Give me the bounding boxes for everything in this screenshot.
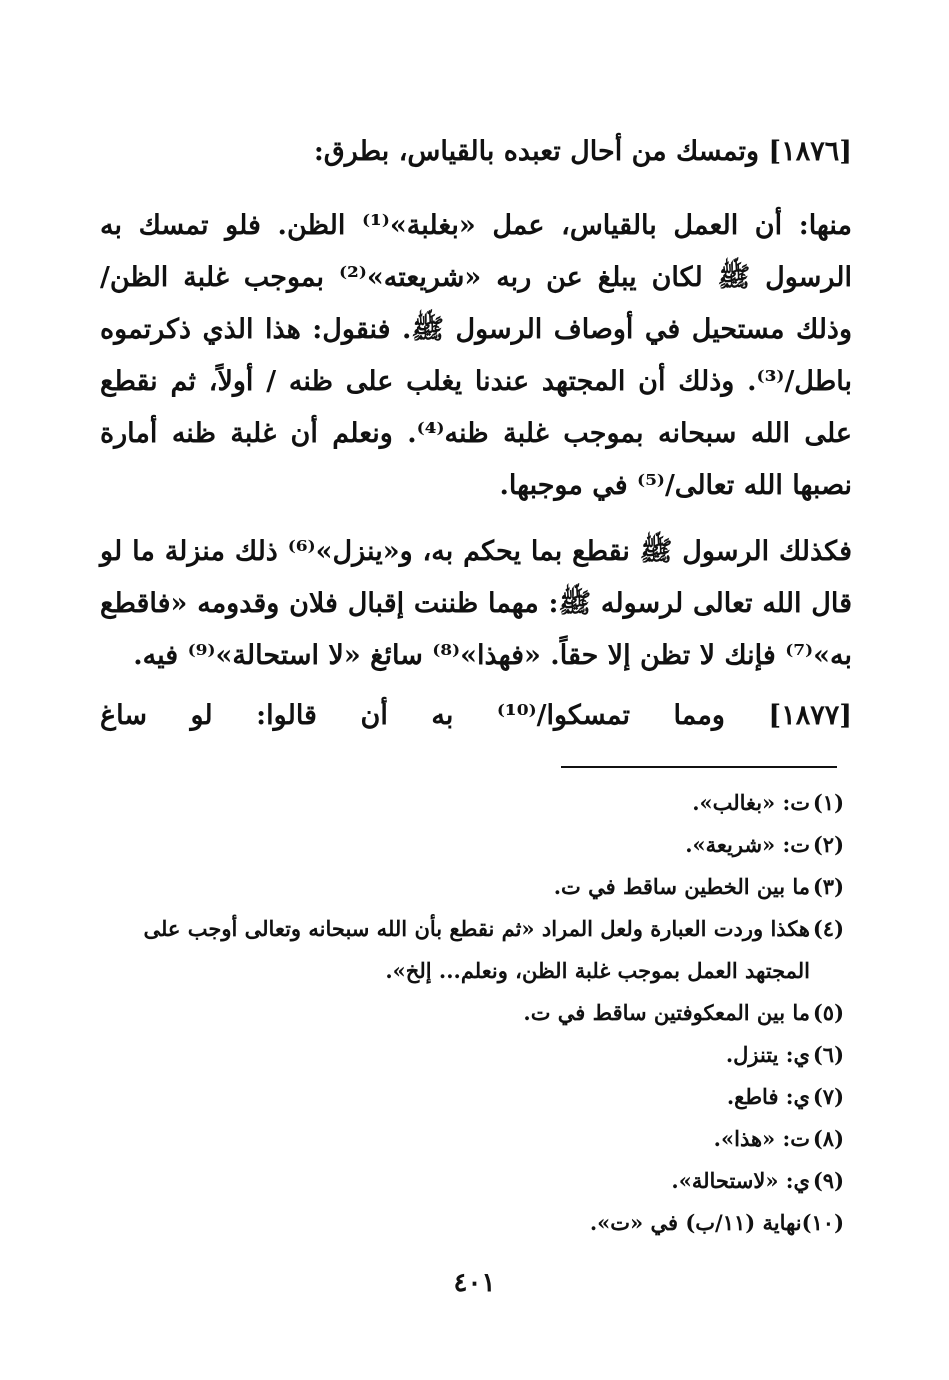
continuation-line: [١٨٧٧] ومما تمسكوا/⁽¹⁰⁾ به أن قالوا: لو ساغ [100, 700, 852, 731]
footnote-item [96, 1034, 844, 1076]
footnote-number: (١) [812, 790, 844, 815]
footnote-text: ت: «هذا». [713, 1126, 810, 1151]
main-text [100, 132, 852, 736]
footnote-item [96, 1202, 844, 1244]
footnote-item [96, 824, 844, 866]
footnote-number: (٨) [812, 1126, 844, 1151]
footnote-number: (٢) [812, 832, 844, 857]
footnote-text: ي: «لاستحالة». [671, 1168, 810, 1193]
footnote-item [96, 866, 844, 908]
page-number: ٤٠١ [453, 1268, 496, 1298]
footnote-item [96, 992, 844, 1034]
footnote-text: ما بين الخطين ساقط في ت. [553, 874, 810, 899]
footnote-item [96, 908, 844, 992]
footnote-text: ما بين المعكوفتين ساقط في ت. [523, 1000, 810, 1025]
paragraph-2: فكذلك الرسول ﷺ نقطع بما يحكم به، و«ينزل»⁽⁶⁾ ذلك منزلة ما لو قال الله تعالى لرسوله ﷺ: مهما ظننت إقبال فلان وقدومه «فاقطع به»⁽⁷⁾ فإنك لا تظن إلا حقاً. «فهذا»⁽⁸⁾ سائغ «لا استحالة»⁽⁹⁾ فيه. [100, 536, 852, 671]
footnote-text: هكذا وردت العبارة ولعل المراد «ثم نقطع بأن الله سبحانه وتعالى أوجب على المجتهد العمل بموجب غلبة الظن، ونعلم... إلخ». [143, 916, 810, 983]
footnote-number: (١٠) [801, 1210, 844, 1235]
footnote-item [96, 1076, 844, 1118]
footnote-number: (٥) [812, 1000, 844, 1025]
footnote-text: ي: فاطع. [726, 1084, 810, 1109]
footnote-divider [561, 766, 837, 768]
footnote-item [96, 782, 844, 824]
footnote-item [96, 1118, 844, 1160]
footnote-number: (٤) [812, 916, 844, 941]
footnote-text: نهاية (١١/ب) في «ت». [589, 1210, 802, 1235]
paragraph-1: منها: أن العمل بالقياس، عمل «بغلبة»⁽¹⁾ الظن. فلو تمسك به الرسول ﷺ لكان يبلغ عن ربه «شريعته»⁽²⁾ بموجب غلبة الظن/ وذلك مستحيل في أوصاف الرسول ﷺ. فنقول: هذا الذي ذكرتموه باطل/⁽³⁾. وذلك أن المجتهد عندنا يغلب على ظنه / أولاً، ثم نقطع على الله سبحانه بموجب غلبة ظنه⁽⁴⁾. ونعلم أن غلبة ظنه أمارة نصبها الله تعالى/⁽⁵⁾ في موجبها. [100, 210, 852, 501]
section-heading: [١٨٧٦] وتمسك من أحال تعبده بالقياس، بطرق: [313, 136, 852, 167]
footnote-number: (٦) [812, 1042, 844, 1067]
footnote-number: (٩) [812, 1168, 844, 1193]
footnote-text: ت: «شريعة». [685, 832, 810, 857]
footnote-item [96, 1160, 844, 1202]
footnotes-list [96, 782, 844, 1244]
footnote-number: (٣) [812, 874, 844, 899]
footnote-text: ي: يتنزل. [725, 1042, 810, 1067]
footnote-number: (٧) [812, 1084, 844, 1109]
footnote-text: ت: «بغالب». [692, 790, 810, 815]
